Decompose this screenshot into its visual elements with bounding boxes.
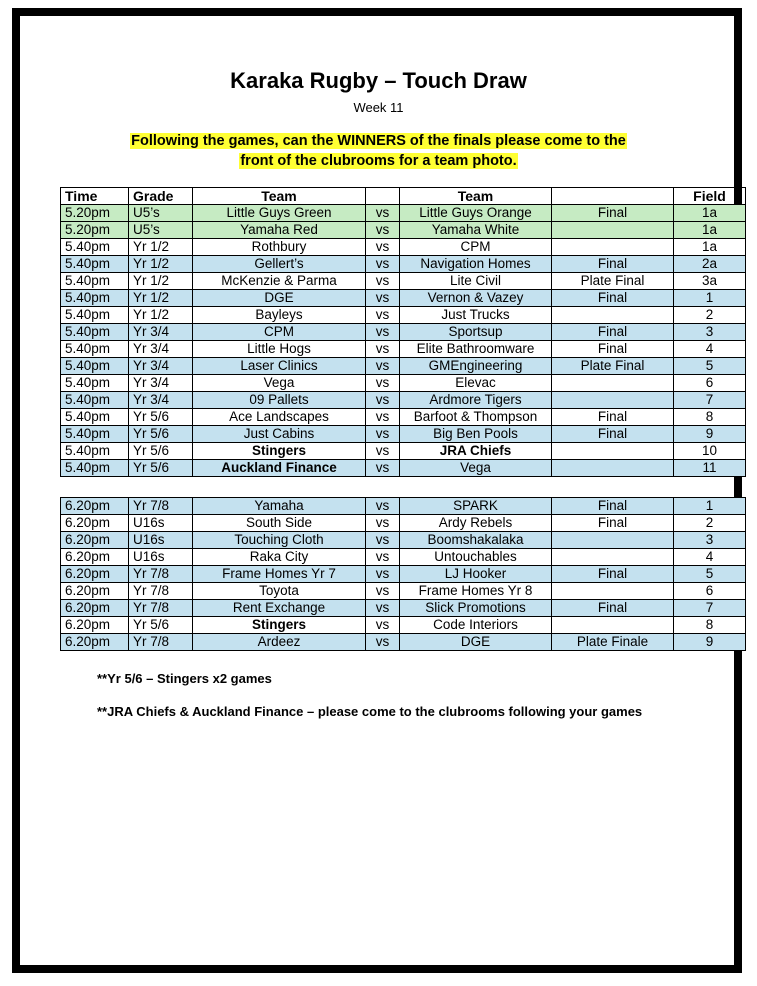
cell-team-b: JRA Chiefs	[400, 443, 552, 460]
cell-grade: Yr 3/4	[129, 392, 193, 409]
cell-final: Final	[552, 341, 674, 358]
cell-grade: Yr 3/4	[129, 358, 193, 375]
cell-field: 1	[674, 498, 746, 515]
cell-grade: Yr 7/8	[129, 634, 193, 651]
cell-final	[552, 583, 674, 600]
cell-team-b: Untouchables	[400, 549, 552, 566]
cell-field: 5	[674, 566, 746, 583]
table-row	[61, 324, 746, 341]
cell-time: 6.20pm	[61, 617, 129, 634]
cell-time: 5.40pm	[61, 392, 129, 409]
cell-vs: vs	[366, 600, 400, 617]
week-label: Week 11	[353, 100, 404, 115]
cell-time: 6.20pm	[61, 515, 129, 532]
cell-grade: Yr 3/4	[129, 341, 193, 358]
cell-field: 8	[674, 409, 746, 426]
cell-grade: Yr 5/6	[129, 409, 193, 426]
cell-field: 9	[674, 426, 746, 443]
cell-vs: vs	[366, 375, 400, 392]
cell-grade: U16s	[129, 532, 193, 549]
table-row	[61, 256, 746, 273]
cell-final: Final	[552, 498, 674, 515]
cell-time: 5.40pm	[61, 426, 129, 443]
cell-team-a: DGE	[193, 290, 366, 307]
cell-team-a: Rent Exchange	[193, 600, 366, 617]
cell-field: 1a	[674, 222, 746, 239]
cell-time: 5.40pm	[61, 273, 129, 290]
cell-team-b: Frame Homes Yr 8	[400, 583, 552, 600]
cell-team-a: McKenzie & Parma	[193, 273, 366, 290]
cell-vs: vs	[366, 324, 400, 341]
cell-vs: vs	[366, 307, 400, 324]
cell-time: 5.40pm	[61, 409, 129, 426]
table-row	[61, 239, 746, 256]
cell-team-b: Ardy Rebels	[400, 515, 552, 532]
cell-field: 8	[674, 617, 746, 634]
table-row	[61, 358, 746, 375]
cell-team-a: 09 Pallets	[193, 392, 366, 409]
cell-team-b: Vega	[400, 460, 552, 477]
cell-final	[552, 375, 674, 392]
table-row	[61, 222, 746, 239]
cell-time: 6.20pm	[61, 549, 129, 566]
cell-field: 1a	[674, 239, 746, 256]
cell-team-b: Lite Civil	[400, 273, 552, 290]
cell-time: 6.20pm	[61, 583, 129, 600]
cell-time: 5.40pm	[61, 307, 129, 324]
cell-grade: U16s	[129, 549, 193, 566]
cell-team-a: Little Guys Green	[193, 205, 366, 222]
cell-grade: Yr 1/2	[129, 273, 193, 290]
cell-final	[552, 460, 674, 477]
table-row	[61, 549, 746, 566]
table-row	[61, 341, 746, 358]
cell-team-b: Barfoot & Thompson	[400, 409, 552, 426]
cell-vs: vs	[366, 409, 400, 426]
cell-field: 2	[674, 515, 746, 532]
cell-final	[552, 239, 674, 256]
cell-final: Plate Final	[552, 273, 674, 290]
winners-notice	[0, 131, 757, 171]
cell-team-a: Frame Homes Yr 7	[193, 566, 366, 583]
session-1-rows	[61, 205, 746, 477]
cell-team-a: Ardeez	[193, 634, 366, 651]
cell-team-a: Just Cabins	[193, 426, 366, 443]
cell-final: Final	[552, 205, 674, 222]
cell-final: Final	[552, 426, 674, 443]
table-row	[61, 460, 746, 477]
table-row	[61, 307, 746, 324]
cell-vs: vs	[366, 239, 400, 256]
draw-table-session-2	[60, 497, 746, 651]
cell-time: 5.40pm	[61, 239, 129, 256]
cell-final: Final	[552, 324, 674, 341]
cell-vs: vs	[366, 460, 400, 477]
cell-final	[552, 443, 674, 460]
cell-field: 7	[674, 600, 746, 617]
cell-final	[552, 532, 674, 549]
cell-final: Final	[552, 290, 674, 307]
cell-field: 1	[674, 290, 746, 307]
cell-grade: Yr 7/8	[129, 583, 193, 600]
cell-team-b: Code Interiors	[400, 617, 552, 634]
cell-time: 6.20pm	[61, 566, 129, 583]
cell-grade: Yr 3/4	[129, 324, 193, 341]
table-row	[61, 566, 746, 583]
cell-team-b: CPM	[400, 239, 552, 256]
cell-field: 9	[674, 634, 746, 651]
cell-vs: vs	[366, 358, 400, 375]
cell-grade: U16s	[129, 515, 193, 532]
cell-grade: U5’s	[129, 205, 193, 222]
table-row	[61, 498, 746, 515]
table-row	[61, 532, 746, 549]
cell-time: 5.40pm	[61, 443, 129, 460]
cell-team-a: Raka City	[193, 549, 366, 566]
cell-field: 3a	[674, 273, 746, 290]
note-stingers: **Yr 5/6 – Stingers x2 games	[97, 671, 272, 686]
table-row	[61, 634, 746, 651]
cell-final: Final	[552, 600, 674, 617]
header-vs	[366, 188, 400, 205]
cell-vs: vs	[366, 426, 400, 443]
cell-team-a: Toyota	[193, 583, 366, 600]
cell-team-a: Yamaha Red	[193, 222, 366, 239]
cell-grade: Yr 1/2	[129, 290, 193, 307]
cell-time: 5.40pm	[61, 375, 129, 392]
cell-field: 1a	[674, 205, 746, 222]
cell-vs: vs	[366, 498, 400, 515]
notice-line-1: Following the games, can the WINNERS of the finals please come to the	[131, 133, 626, 149]
cell-vs: vs	[366, 290, 400, 307]
cell-vs: vs	[366, 515, 400, 532]
cell-time: 5.20pm	[61, 222, 129, 239]
cell-team-b: Just Trucks	[400, 307, 552, 324]
cell-team-b: Big Ben Pools	[400, 426, 552, 443]
cell-vs: vs	[366, 549, 400, 566]
cell-final	[552, 222, 674, 239]
cell-field: 2a	[674, 256, 746, 273]
table-row	[61, 290, 746, 307]
table-row	[61, 600, 746, 617]
cell-team-b: Slick Promotions	[400, 600, 552, 617]
cell-team-a: South Side	[193, 515, 366, 532]
table-row	[61, 443, 746, 460]
cell-team-a: Bayleys	[193, 307, 366, 324]
cell-grade: Yr 5/6	[129, 460, 193, 477]
cell-team-a: CPM	[193, 324, 366, 341]
draw-table-session-1	[60, 187, 746, 477]
header-team-b: Team	[400, 188, 552, 205]
cell-final	[552, 549, 674, 566]
cell-team-b: Elite Bathroomware	[400, 341, 552, 358]
cell-vs: vs	[366, 341, 400, 358]
table-row	[61, 515, 746, 532]
table-row	[61, 205, 746, 222]
cell-vs: vs	[366, 256, 400, 273]
cell-team-b: Yamaha White	[400, 222, 552, 239]
cell-final: Final	[552, 566, 674, 583]
cell-team-b: Sportsup	[400, 324, 552, 341]
cell-team-b: Elevac	[400, 375, 552, 392]
cell-team-b: LJ Hooker	[400, 566, 552, 583]
session-2-rows	[61, 498, 746, 651]
table-row	[61, 617, 746, 634]
cell-grade: U5’s	[129, 222, 193, 239]
cell-time: 6.20pm	[61, 498, 129, 515]
page-title: Karaka Rugby – Touch Draw	[230, 68, 527, 93]
cell-grade: Yr 5/6	[129, 617, 193, 634]
cell-time: 5.40pm	[61, 256, 129, 273]
cell-team-b: SPARK	[400, 498, 552, 515]
cell-team-a: Stingers	[193, 617, 366, 634]
cell-team-b: GMEngineering	[400, 358, 552, 375]
cell-time: 5.40pm	[61, 358, 129, 375]
header-team-a: Team	[193, 188, 366, 205]
cell-team-b: Vernon & Vazey	[400, 290, 552, 307]
cell-grade: Yr 1/2	[129, 256, 193, 273]
note-clubrooms: **JRA Chiefs & Auckland Finance – please come to the clubrooms following your games	[97, 704, 643, 719]
header-final	[552, 188, 674, 205]
cell-final: Final	[552, 515, 674, 532]
cell-time: 6.20pm	[61, 532, 129, 549]
cell-vs: vs	[366, 566, 400, 583]
cell-team-b: Navigation Homes	[400, 256, 552, 273]
cell-team-a: Ace Landscapes	[193, 409, 366, 426]
cell-field: 3	[674, 324, 746, 341]
cell-final	[552, 307, 674, 324]
header-field: Field	[674, 188, 746, 205]
cell-field: 5	[674, 358, 746, 375]
cell-vs: vs	[366, 205, 400, 222]
cell-time: 5.40pm	[61, 324, 129, 341]
cell-vs: vs	[366, 583, 400, 600]
cell-field: 11	[674, 460, 746, 477]
cell-team-a: Little Hogs	[193, 341, 366, 358]
cell-field: 2	[674, 307, 746, 324]
cell-time: 5.40pm	[61, 341, 129, 358]
cell-final	[552, 392, 674, 409]
cell-field: 10	[674, 443, 746, 460]
cell-team-b: DGE	[400, 634, 552, 651]
cell-field: 7	[674, 392, 746, 409]
cell-final: Final	[552, 256, 674, 273]
cell-grade: Yr 5/6	[129, 426, 193, 443]
cell-team-b: Little Guys Orange	[400, 205, 552, 222]
cell-grade: Yr 7/8	[129, 566, 193, 583]
cell-grade: Yr 7/8	[129, 600, 193, 617]
cell-grade: Yr 5/6	[129, 443, 193, 460]
cell-team-a: Yamaha	[193, 498, 366, 515]
header-row	[61, 188, 746, 205]
header-grade: Grade	[129, 188, 193, 205]
cell-vs: vs	[366, 617, 400, 634]
cell-team-b: Ardmore Tigers	[400, 392, 552, 409]
cell-final: Final	[552, 409, 674, 426]
table-row	[61, 409, 746, 426]
table-row	[61, 392, 746, 409]
cell-grade: Yr 7/8	[129, 498, 193, 515]
cell-vs: vs	[366, 634, 400, 651]
cell-field: 6	[674, 583, 746, 600]
cell-time: 5.40pm	[61, 460, 129, 477]
cell-field: 4	[674, 549, 746, 566]
table-row	[61, 273, 746, 290]
cell-time: 6.20pm	[61, 600, 129, 617]
table-row	[61, 375, 746, 392]
cell-team-a: Vega	[193, 375, 366, 392]
cell-team-a: Laser Clinics	[193, 358, 366, 375]
cell-vs: vs	[366, 443, 400, 460]
cell-vs: vs	[366, 222, 400, 239]
cell-final: Plate Final	[552, 358, 674, 375]
cell-time: 5.20pm	[61, 205, 129, 222]
cell-final: Plate Finale	[552, 634, 674, 651]
cell-vs: vs	[366, 532, 400, 549]
cell-vs: vs	[366, 392, 400, 409]
cell-team-a: Rothbury	[193, 239, 366, 256]
cell-team-a: Touching Cloth	[193, 532, 366, 549]
cell-team-a: Auckland Finance	[193, 460, 366, 477]
cell-field: 3	[674, 532, 746, 549]
cell-team-b: Boomshakalaka	[400, 532, 552, 549]
cell-field: 4	[674, 341, 746, 358]
cell-grade: Yr 1/2	[129, 239, 193, 256]
notice-line-2: front of the clubrooms for a team photo.	[240, 153, 517, 169]
cell-team-a: Gellert’s	[193, 256, 366, 273]
cell-grade: Yr 1/2	[129, 307, 193, 324]
cell-field: 6	[674, 375, 746, 392]
cell-final	[552, 617, 674, 634]
cell-time: 6.20pm	[61, 634, 129, 651]
cell-team-a: Stingers	[193, 443, 366, 460]
cell-time: 5.40pm	[61, 290, 129, 307]
table-row	[61, 426, 746, 443]
header-time: Time	[61, 188, 129, 205]
cell-grade: Yr 3/4	[129, 375, 193, 392]
cell-vs: vs	[366, 273, 400, 290]
table-row	[61, 583, 746, 600]
